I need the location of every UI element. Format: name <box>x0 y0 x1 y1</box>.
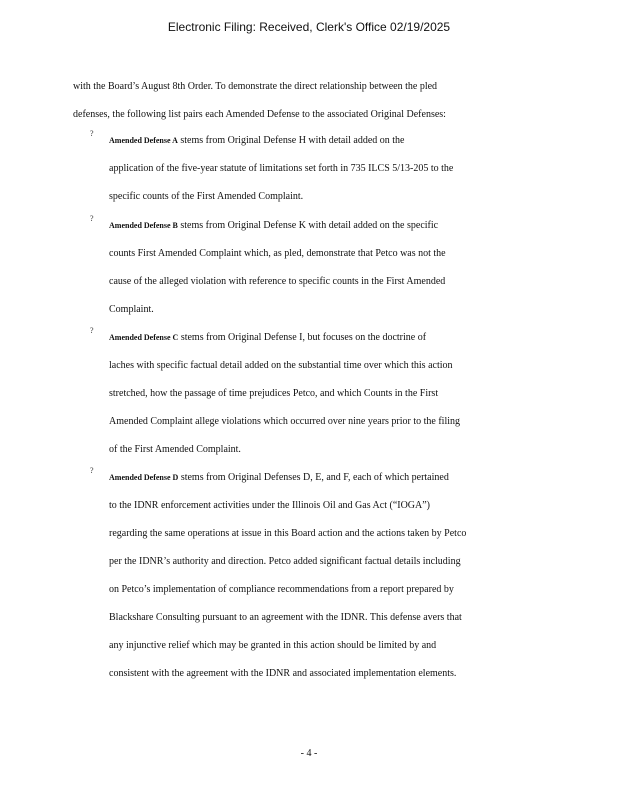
item-line: Amended Defense C stems from Original Defense I, but focuses on the doctrine of <box>109 332 427 343</box>
page-number: - 4 - <box>300 748 318 759</box>
amended-defense-label: Amended Defense B <box>109 221 178 230</box>
bullet-marker: ? <box>90 326 94 335</box>
amended-defense-label: Amended Defense C <box>109 333 179 342</box>
item-line: application of the five-year statute of limitations set forth in 735 ILCS 5/13-205 to the <box>109 163 454 174</box>
intro-line-1: with the Board’s August 8th Order. To demonstrate the direct relationship between the pled <box>73 81 438 92</box>
item-line: Amended Complaint allege violations which occurred over nine years prior to the filing <box>109 416 461 427</box>
item-line: Amended Defense B stems from Original Defense K with detail added on the specific <box>109 220 439 231</box>
item-line: of the First Amended Complaint. <box>109 444 241 455</box>
item-line: cause of the alleged violation with reference to specific counts in the First Amended <box>109 276 446 287</box>
item-line: per the IDNR’s authority and direction. Petco added significant factual details including <box>109 556 461 567</box>
item-line: stretched, how the passage of time prejudices Petco, and which Counts in the First <box>109 388 439 399</box>
bullet-marker: ? <box>90 466 94 475</box>
bullet-marker: ? <box>90 214 94 223</box>
item-line: counts First Amended Complaint which, as pled, demonstrate that Petco was not the <box>109 248 446 259</box>
intro-line-2: defenses, the following list pairs each Amended Defense to the associated Original Defenses: <box>73 109 446 120</box>
filing-stamp-header: Electronic Filing: Received, Clerk's Office 02/19/2025 <box>167 20 451 34</box>
item-line: Blackshare Consulting pursuant to an agreement with the IDNR. This defense avers that <box>109 612 462 623</box>
amended-defense-label: Amended Defense D <box>109 473 179 482</box>
item-line: Complaint. <box>109 304 154 315</box>
item-line: Amended Defense A stems from Original Defense H with detail added on the <box>109 135 405 146</box>
amended-defense-label: Amended Defense A <box>109 136 178 145</box>
item-line: laches with specific factual detail added on the substantial time over which this action <box>109 360 453 371</box>
item-line: regarding the same operations at issue in this Board action and the actions taken by Petco <box>109 528 467 539</box>
bullet-marker: ? <box>90 129 94 138</box>
item-line: Amended Defense D stems from Original Defenses D, E, and F, each of which pertained <box>109 472 449 483</box>
item-line: to the IDNR enforcement activities under the Illinois Oil and Gas Act (“IOGA”) <box>109 500 431 511</box>
item-line: consistent with the agreement with the IDNR and associated implementation elements. <box>109 668 457 679</box>
item-line: any injunctive relief which may be granted in this action should be limited by and <box>109 640 437 651</box>
intro-paragraph <box>73 73 446 129</box>
item-line: on Petco’s implementation of compliance recommendations from a report prepared by <box>109 584 454 595</box>
item-line: specific counts of the First Amended Complaint. <box>109 191 304 202</box>
